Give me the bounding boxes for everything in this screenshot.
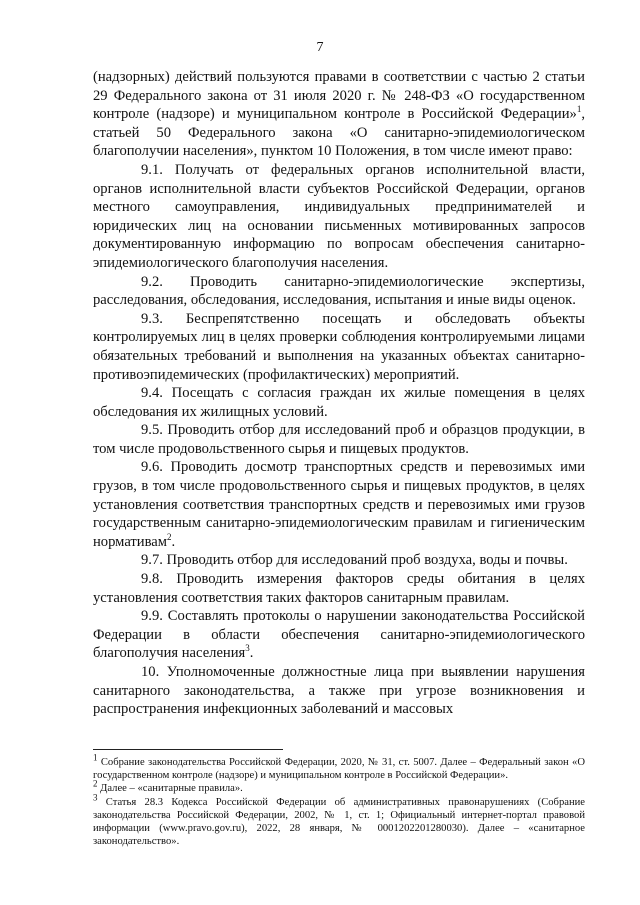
paragraph-10: 10. Уполномоченные должностные лица при выявлении нарушения санитарного законодательства, а также при угрозе возникновения и распространения инфекционных заболеваний и массовых <box>93 664 585 718</box>
paragraph-9-8: 9.8. Проводить измерения факторов среды обитания в целях установления соответствия таких факторов санитарным правилам. <box>93 571 585 606</box>
footnotes <box>93 752 585 848</box>
paragraph-9-4: 9.4. Посещать с согласия граждан их жилые помещения в целях обследования их жилищных условий. <box>93 385 585 420</box>
paragraph-intro: (надзорных) действий пользуются правами в соответствии с частью 2 статьи 29 Федерального закона от 31 июля 2020 г. № 248-ФЗ «О государственном контроле (надзоре) и муниципальном контроле в Российской Федерации»$^1$, статьей 50 Федерального закона «О санитарно-эпидемиологическом благополучии населения», пунктом 10 Положения, в том числе имеют право: <box>93 69 585 160</box>
footnote-ref-3: 3 <box>245 643 250 654</box>
page-number: 7 <box>316 40 324 55</box>
footnote-2: $^2$ Далее – «санитарные правила». <box>93 778 243 795</box>
paragraph-9-3: 9.3. Беспрепятственно посещать и обследовать объекты контролируемых лиц в целях проверки соблюдения контролируемыми лицами обязательных требований и выполнения на указанных объектах санитарно-противоэпидемических (профилактических) мероприятий. <box>93 310 585 383</box>
paragraph-9-9: 9.9. Составлять протоколы о нарушении законодательства Российской Федерации в области обеспечения санитарно-эпидемиологического благополучия населения$^3$. <box>93 608 585 662</box>
paragraph-9-6: 9.6. Проводить досмотр транспортных средств и перевозимых ими грузов, в том числе продовольственного сырья и пищевых продуктов, в целях установления соответствия транспортных средств и перевозимых ими грузов государственным санитарно-эпидемиологическим правилам и гигиеническим нормативам$^2$. <box>93 459 585 550</box>
footnote-divider <box>93 749 283 750</box>
footnote-1: $^1$ Собрание законодательства Российской Федерации, 2020, № 31, ст. 5007. Далее – Федеральный закон «О государственном контроле (надзоре) и муниципальном контроле в Российской Федерации». <box>93 752 585 782</box>
document-body <box>93 68 585 719</box>
paragraph-9-7: 9.7. Проводить отбор для исследований проб воздуха, воды и почвы. <box>141 552 568 569</box>
paragraph-9-2: 9.2. Проводить санитарно-эпидемиологические экспертизы, расследования, обследования, исследования, испытания и иные виды оценок. <box>93 273 585 309</box>
footnote-3: $^3$ Статья 28.3 Кодекса Российской Федерации об административных правонарушениях (Собрание законодательства Российской Федерации, 2002, № 1, ст. 1; Официальный интернет-портал правовой информации (www.pravo.gov.ru), 2022, 28 января, № 0001202201280030). Далее – «санитарное законодательство». <box>93 792 585 848</box>
footnote-ref-1: 1 <box>576 104 582 115</box>
paragraph-9-1: 9.1. Получать от федеральных органов исполнительной власти, органов исполнительной власти субъектов Российской Федерации, органов местного самоуправления, индивидуальных предпринимателей и юридических лиц на основании письменных мотивированных запросов документированную информацию по вопросам обеспечения санитарно-эпидемиологического благополучия населения. <box>93 161 585 271</box>
footnote-ref-2: 2 <box>167 531 172 542</box>
paragraph-9-5: 9.5. Проводить отбор для исследований проб и образцов продукции, в том числе продовольственного сырья и пищевых продуктов. <box>93 422 585 457</box>
